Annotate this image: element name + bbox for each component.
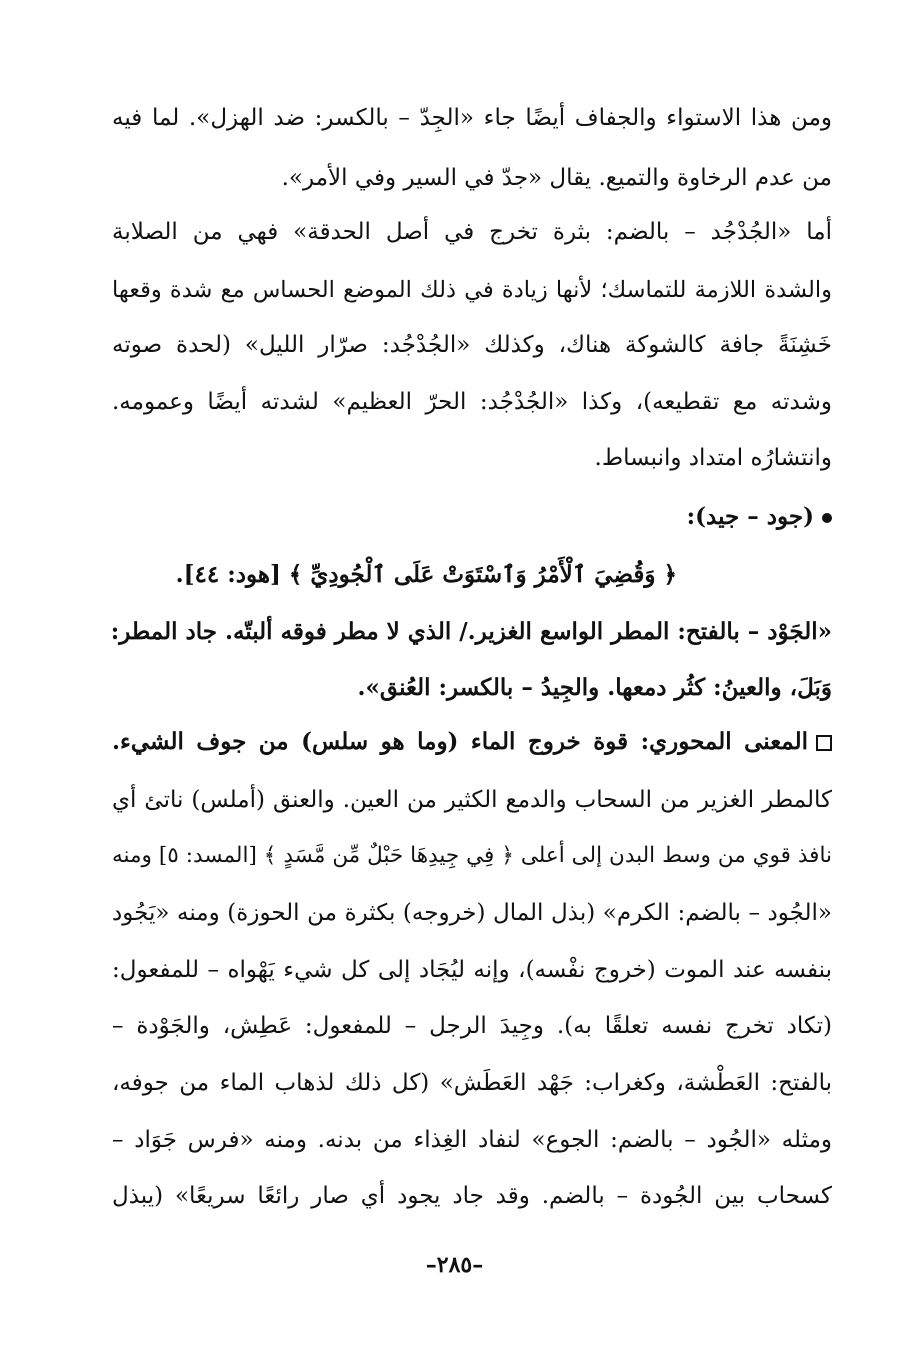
text-line: وانتشارُه امتداد وانبساط.: [594, 445, 832, 471]
text-line: أما «الجُدْجُد – بالضم: بثرة تخرج في أصل الحدقة» فهي من الصلابة: [112, 219, 832, 245]
text-line: كالمطر الغزير من السحاب والدمع الكثير من العين. والعنق (أملس) ناتئ أي: [112, 787, 832, 813]
core-meaning-text: المعنى المحوري: قوة خروج الماء (وما هو سلس) من جوف الشيء.: [112, 728, 808, 755]
section-heading: [112, 497, 832, 537]
bullet-icon: [822, 513, 832, 523]
text-line: بنفسه عند الموت (خروج نفْسه)، وإنه ليُجَاد إلى كل شيء يَهْواه – للمفعول:: [112, 957, 832, 983]
section-heading-text: (جود – جيد):: [686, 503, 814, 530]
text-line: كسحاب بين الجُودة – بالضم. وقد جاد يجود أي صار رائعًا سريعًا» (يبذل: [112, 1183, 832, 1209]
text-line: ومن هذا الاستواء والجفاف أيضًا جاء «الجِدّ – بالكسر: ضد الهزل». لما فيه: [112, 105, 832, 131]
definition-line: «الجَوْد – بالفتح: المطر الواسع الغزير./ الذي لا مطر فوقه ألبتّه. جاد المطر:: [110, 618, 832, 645]
text-line: والشدة اللازمة للتماسك؛ لأنها زيادة في ذلك الموضع الحساس مع شدة وقعها: [112, 277, 832, 303]
page-number: –٢٨٥–: [425, 1252, 484, 1278]
text-line: (تكاد تخرج نفسه تعلقًا به). وجِيدَ الرجل – للمفعول: عَطِش، والجَوْدة –: [112, 1013, 832, 1039]
quran-verse: ﴿ وَقُضِيَ ٱلْأَمْرُ وَٱسْتَوَتْ عَلَى ٱلْجُودِيِّ ﴾ [هود: ٤٤].: [175, 561, 677, 588]
text-line: ومثله «الجُود – بالضم: الجوع» لنفاد الغِذاء من بدنه. ومنه «فرس جَوَاد –: [112, 1127, 832, 1153]
core-meaning: [112, 722, 832, 762]
text-line: «الجُود – بالضم: الكرم» (بذل المال (خروجه) بكثرة من الحوزة) ومنه «يَجُود: [112, 900, 832, 926]
definition-line: وَبَلَ، والعينُ: كثُر دمعها. والجِيدُ – بالكسر: العُنق».: [357, 674, 832, 701]
text-line: نافذ قوي من وسط البدن إلى أعلى ﴿ فِي جِيدِهَا حَبْلٌ مِّن مَّسَدٍ ﴾ [المسد: ٥] ومنه: [112, 843, 832, 868]
text-line: خَشِنَةً جافة كالشوكة هناك، وكذلك «الجُدْجُد: صرّار الليل» (لحدة صوته: [112, 332, 832, 358]
text-line: وشدته مع تقطيعه)، وكذا «الجُدْجُد: الحرّ العظيم» لشدته أيضًا وعمومه.: [112, 389, 832, 415]
text-line: من عدم الرخاوة والتميع. يقال «جدّ في السير وفي الأمر».: [281, 165, 832, 191]
square-icon: [816, 735, 832, 751]
text-line: بالفتح: العَطْشة، وكغراب: جَهْد العَطَش» (كل ذلك لذهاب الماء من جوفه،: [112, 1070, 832, 1096]
